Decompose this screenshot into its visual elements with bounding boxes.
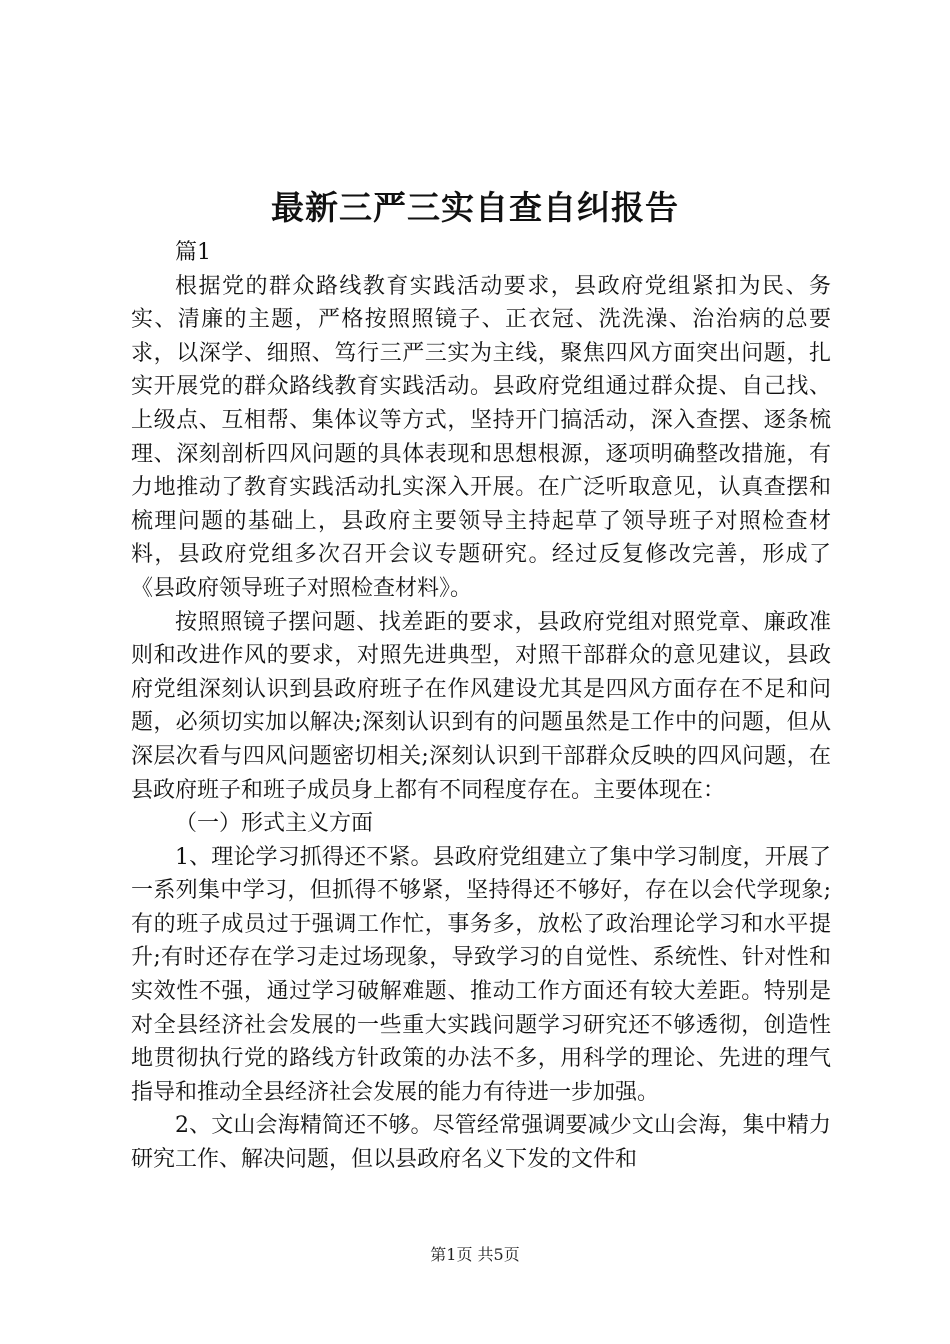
subheading-formalism: （一）形式主义方面 <box>175 811 374 837</box>
document-title: 最新三严三实自查自纠报告 <box>271 188 679 227</box>
paragraph-item-2: 2、文山会海精简还不够。尽管经常强调要减少文山会海，集中精力研究工作、解决问题，但以县政府名义下发的文件和 <box>131 1113 831 1173</box>
paragraph-findings: 按照照镜子摆问题、找差距的要求，县政府党组对照党章、廉政准则和改进作风的要求，对照先进典型，对照干部群众的意见建议，县政府党组深刻认识到县政府班子在作风建设尤其是四风方面存在不足和问题，必须切实加以解决;深刻认识到有的问题虽然是工作中的问题，但从深层次看与四风问题密切相关;深刻认识到干部群众反映的四风问题，在县政府班子和班子成员身上都有不同程度存在。主要体现在： <box>131 609 831 803</box>
page-footer: 第1页 共5页 <box>430 1245 520 1264</box>
section-label: 篇1 <box>175 240 211 265</box>
paragraph-intro: 根据党的群众路线教育实践活动要求，县政府党组紧扣为民、务实、清廉的主题，严格按照照镜子、正衣冠、洗洗澡、治治病的总要求，以深学、细照、笃行三严三实为主线，聚焦四风方面突出问题，扎实开展党的群众路线教育实践活动。县政府党组通过群众提、自己找、上级点、互相帮、集体议等方式，坚持开门搞活动，深入查摆、逐条梳理、深刻剖析四风问题的具体表现和思想根源，逐项明确整改措施，有力地推动了教育实践活动扎实深入开展。在广泛听取意见，认真查摆和梳理问题的基础上，县政府主要领导主持起草了领导班子对照检查材料，县政府党组多次召开会议专题研究。经过反复修改完善，形成了《县政府领导班子对照检查材料》。 <box>131 273 831 601</box>
paragraph-item-1: 1、理论学习抓得还不紧。县政府党组建立了集中学习制度，开展了一系列集中学习，但抓得不够紧，坚持得还不够好，存在以会代学现象;有的班子成员过于强调工作忙，事务多，放松了政治理论学习和水平提升;有时还存在学习走过场现象，导致学习的自觉性、系统性、针对性和实效性不强，通过学习破解难题、推动工作方面还有较大差距。特别是对全县经济社会发展的一些重大实践问题学习研究还不够透彻，创造性地贯彻执行党的路线方针政策的办法不多，用科学的理论、先进的理气指导和推动全县经济社会发展的能力有待进一步加强。 <box>131 844 831 1105</box>
document-body <box>131 236 831 1177</box>
